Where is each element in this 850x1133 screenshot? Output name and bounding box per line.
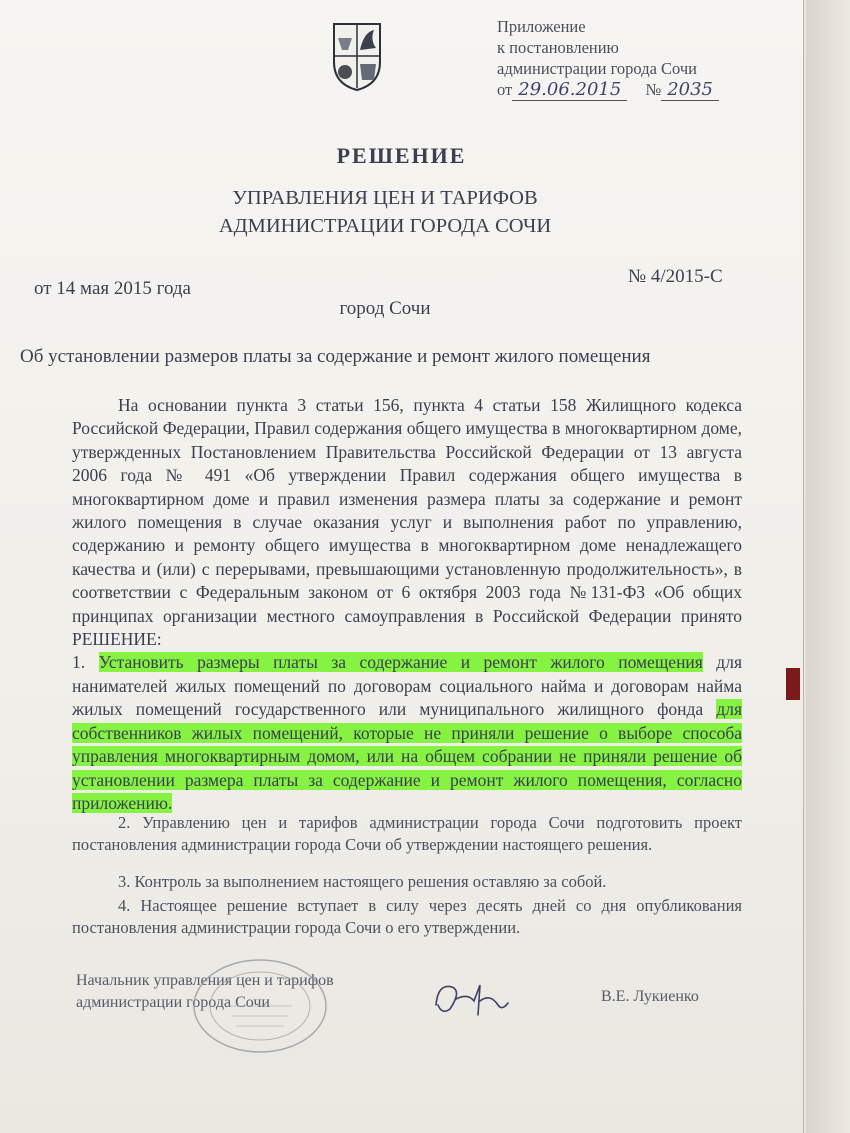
item-1-highlight-b: для собственников жилых помещений, которые не приняли решение о выборе способа управления многоквартирным домом, или на общем собрании не приняли решение об установлении размера платы за содержание и ремонт жилого помещения, согласно приложению. <box>72 699 742 813</box>
item-1-number: 1. <box>72 652 86 673</box>
item-2: 2. Управлению цен и тарифов администрации города Сочи подготовить проект постановления администрации города Сочи об утверждении настоящего решения. <box>72 813 742 854</box>
preamble-and-item-1 <box>72 394 742 815</box>
handwritten-signature-icon <box>428 975 518 1020</box>
signatory-position-line: администрации города Сочи <box>76 994 270 1011</box>
appendix-line: администрации города Сочи <box>497 59 698 78</box>
document-subtitle <box>0 184 770 240</box>
appendix-date-prefix: от <box>497 80 513 99</box>
signatory-position-line: Начальник управления цен и тарифов <box>76 972 334 989</box>
item-1-highlight-a: Установить размеры платы за содержание и ремонт жилого помещения <box>98 652 703 673</box>
appendix-date-line <box>497 79 767 101</box>
appendix-number-value: 2035 <box>661 79 719 101</box>
decision-subject: Об установлении размеров платы за содержание и ремонт жилого помещения <box>20 346 651 367</box>
item-4: 4. Настоящее решение вступает в силу через десять дней со дня опубликования постановления администрации города Сочи о его утверждении. <box>72 896 742 937</box>
preamble-text: На основании пункта 3 статьи 156, пункта 4 статьи 158 Жилищного кодекса Российской Федерации, Правил содержания общего имущества в многоквартирном доме, утвержденных Постановлением Правительства Российской Федерации от 13 августа 2006 года № 491 «Об утверждении Правил содержания общего имущества в многоквартирном доме и правил изменения размера платы за содержание и ремонт жилого помещения в случае оказания услуг и выполнения работ по управлению, содержанию и ремонту общего имущества в многоквартирном доме ненадлежащего качества и (или) с перерывами, превышающими установленную продолжительность», в соответствии с Федеральным законом от 6 октября 2003 года №131-ФЗ «Об общих принципах организации местного самоуправления в Российской Федерации принято РЕШЕНИЕ: <box>72 395 742 650</box>
coat-of-arms-icon <box>330 18 384 92</box>
decision-number: № 4/2015-С <box>628 266 723 287</box>
signatory-name: В.Е. Лукиенко <box>601 988 699 1005</box>
round-stamp-icon <box>190 956 330 1056</box>
subtitle-line: АДМИНИСТРАЦИИ ГОРОДА СОЧИ <box>218 215 552 237</box>
appendix-line: к постановлению <box>497 38 619 57</box>
appendix-block <box>497 16 767 101</box>
adjacent-page-mark <box>786 668 800 700</box>
adjacent-page-edge <box>806 0 850 1133</box>
item-3: 3. Контроль за выполнением настоящего решения оставляю за собой. <box>118 872 607 891</box>
item-1-middle-text: для нанимателей жилых помещений по договорам социального найма и договорам найма жилых помещений государственного или муниципального жилищного фонда <box>72 652 742 720</box>
appendix-line: Приложение <box>497 17 586 36</box>
document-title: РЕШЕНИЕ <box>336 143 467 168</box>
decision-date: от 14 мая 2015 года <box>34 278 191 299</box>
appendix-date-value: 29.06.2015 <box>512 79 627 101</box>
appendix-number-prefix: № <box>645 80 662 99</box>
subtitle-line: УПРАВЛЕНИЯ ЦЕН И ТАРИФОВ <box>232 187 538 209</box>
decision-city: город Сочи <box>339 298 431 319</box>
